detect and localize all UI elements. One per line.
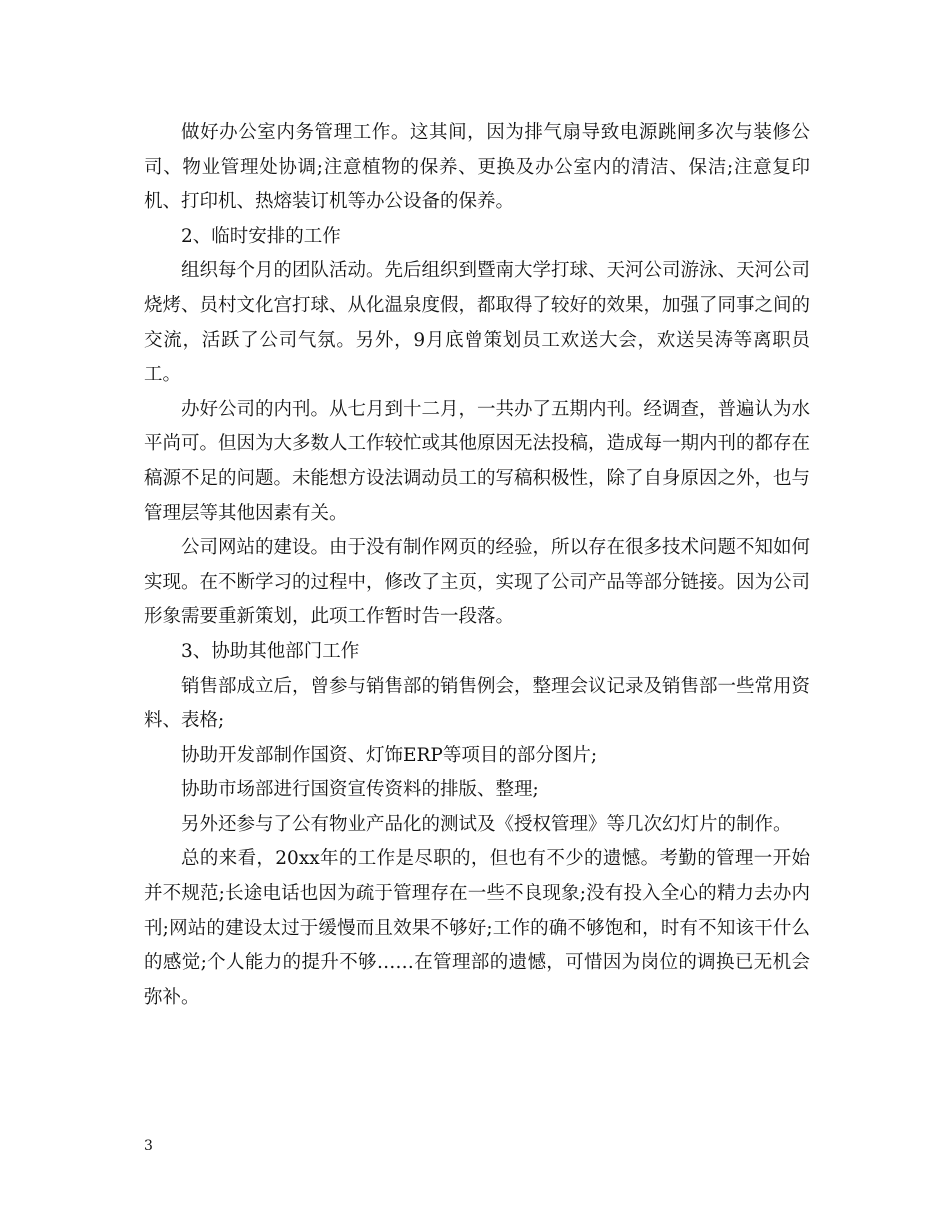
paragraph-marketing-department: 协助市场部进行国资宣传资料的排版、整理; — [181, 779, 539, 801]
paragraph-website: 公司网站的建设。由于没有制作网页的经验，所以存在很多技术问题不知如何实现。在不断学习的过程中，修改了主页，实现了公司产品等部分链接。因为公司形象需要重新策划，此项工作暂时告一段落。 — [144, 537, 811, 628]
paragraph-summary: 总的来看，20xx年的工作是尽职的，但也有不少的遗憾。考勤的管理一开始并不规范;长途电话也因为疏于管理存在一些不良现象;没有投入全心的精力去办内刊;网站的建设太过于缓慢而且效果不够好;工作的确不够饱和，时有不知该干什么的感觉;个人能力的提升不够……在管理部的遗憾，可惜因为岗位的调换已无机会弥补。 — [144, 848, 810, 1008]
paragraph-internal-journal: 办好公司的内刊。从七月到十二月，一共办了五期内刊。经调查，普遍认为水平尚可。但因为大多数人工作较忙或其他原因无法投稿，造成每一期内刊的都存在稿源不足的问题。未能想方设法调动员工的写稿积极性，除了自身原因之外，也与管理层等其他因素有关。 — [144, 398, 811, 524]
page-number: 3 — [144, 1138, 153, 1154]
paragraph-sales-department: 销售部成立后，曾参与销售部的销售例会，整理会议记录及销售部一些常用资料、表格; — [144, 675, 811, 732]
paragraph-development-department: 协助开发部制作国资、灯饰ERP等项目的部分图片; — [181, 744, 598, 766]
heading-assist-departments: 3、协助其他部门工作 — [181, 640, 360, 662]
paragraph-team-activities: 组织每个月的团队活动。先后组织到暨南大学打球、天河公司游泳、天河公司烧烤、员村文化宫打球、从化温泉度假，都取得了较好的效果，加强了同事之间的交流，活跃了公司气氛。另外，9月底曾策划员工欢送大会，欢送吴涛等离职员工。 — [144, 260, 811, 386]
paragraph-office-affairs: 做好办公室内务管理工作。这其间，因为排气扇导致电源跳闸多次与装修公司、物业管理处协调;注意植物的保养、更换及办公室内的清洁、保洁;注意复印机、打印机、热熔装订机等办公设备的保养。 — [144, 122, 810, 213]
document-body — [144, 116, 810, 1015]
paragraph-other-tasks: 另外还参与了公有物业产品化的测试及《授权管理》等几次幻灯片的制作。 — [181, 813, 792, 835]
heading-temporary-work: 2、临时安排的工作 — [181, 225, 341, 247]
